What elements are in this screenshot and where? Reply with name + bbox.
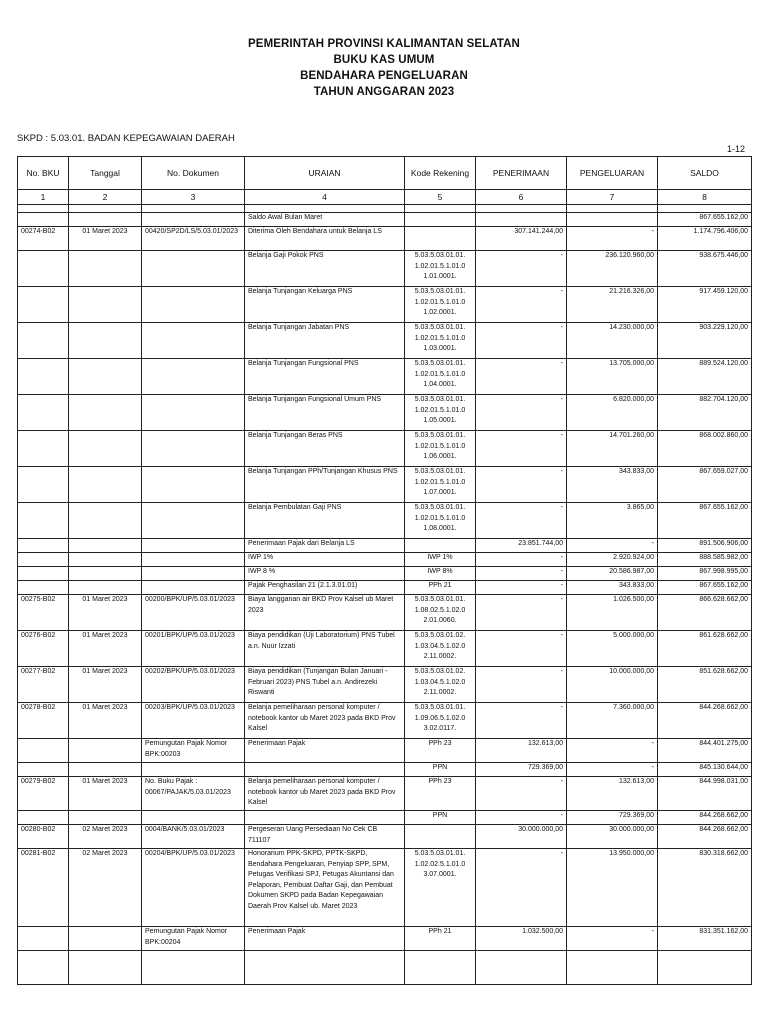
col-header-pengeluaran: PENGELUARAN	[567, 157, 658, 190]
cell-tanggal	[69, 251, 142, 287]
cell-saldo: 903.229.120,00	[658, 323, 752, 359]
col-header-saldo: SALDO	[658, 157, 752, 190]
cell-saldo: 845.130.644,00	[658, 763, 752, 777]
col-number: 8	[658, 190, 752, 205]
cell-no-bku: 00277-B02	[18, 667, 69, 703]
col-header-uraian: URAIAN	[245, 157, 405, 190]
cell-saldo: 861.628.662,00	[658, 631, 752, 667]
cell-pengeluaran: 14.701.260,00	[567, 431, 658, 467]
cell-pengeluaran: 343.833,00	[567, 467, 658, 503]
cell-kode-rekening: 5.03.5.03.01.01. 1.02.01.5.1.01.0 1.07.0001.	[405, 467, 476, 503]
cell-tanggal	[69, 213, 142, 227]
cell-penerimaan: -	[476, 359, 567, 395]
cell-no-bku	[18, 213, 69, 227]
cell-penerimaan: -	[476, 667, 567, 703]
cell-saldo: 866.628.662,00	[658, 595, 752, 631]
cell-penerimaan: -	[476, 503, 567, 539]
cell-penerimaan: -	[476, 287, 567, 323]
cell-tanggal	[69, 553, 142, 567]
table-row	[18, 467, 752, 503]
cell-uraian: Belanja Pembulatan Gaji PNS	[245, 503, 405, 539]
cell-no-bku	[18, 467, 69, 503]
cell-saldo: 882.704.120,00	[658, 395, 752, 431]
cell-uraian: Belanja Tunjangan Keluarga PNS	[245, 287, 405, 323]
cell-pengeluaran: -	[567, 927, 658, 951]
cell-tanggal	[69, 287, 142, 323]
skpd-label: SKPD : 5.03.01. BADAN KEPEGAWAIAN DAERAH	[17, 133, 235, 144]
cell-penerimaan: 132.613,00	[476, 739, 567, 763]
cell-no-bku	[18, 951, 69, 985]
col-number: 2	[69, 190, 142, 205]
header-treasurer: BENDAHARA PENGELUARAN	[300, 70, 468, 82]
cell-penerimaan: 1.032.500,00	[476, 927, 567, 951]
cell-no-dokumen	[142, 503, 245, 539]
cell-kode-rekening: IWP 1%	[405, 553, 476, 567]
cell-tanggal: 01 Maret 2023	[69, 667, 142, 703]
cell-tanggal	[69, 811, 142, 825]
cell-saldo: 851.628.662,00	[658, 667, 752, 703]
cell-uraian: Honorarium PPK-SKPD, PPTK-SKPD, Bendahara Pengeluaran, Penyiap SPP, SPM, Petugas Verifikasi SPJ, Petugas Akuntansi dan Pelaporan, Pembuat Daftar Gaji, dan Pembuat Dokumen SKPD pada Badan Kepegawaian Daerah Prov Kalsel ub. Maret 2023	[245, 849, 405, 927]
ledger-body	[18, 205, 752, 985]
table-row	[18, 581, 752, 595]
cell-saldo	[658, 951, 752, 985]
cell-pengeluaran: 20.586.987,00	[567, 567, 658, 581]
cell-kode-rekening: PPh 21	[405, 581, 476, 595]
cell-penerimaan: -	[476, 467, 567, 503]
cell-saldo: 867.655.162,00	[658, 213, 752, 227]
cell-uraian: Diterima Oleh Bendahara untuk Belanja LS	[245, 227, 405, 251]
cell-no-bku	[18, 553, 69, 567]
cell-kode-rekening: PPN	[405, 811, 476, 825]
cell-penerimaan: -	[476, 777, 567, 811]
cell-kode-rekening: 5.03.5.03.01.01. 1.02.01.5.1.01.0 1.04.0001.	[405, 359, 476, 395]
cell-pengeluaran: 5.000.000,00	[567, 631, 658, 667]
table-row	[18, 553, 752, 567]
col-header-penerimaan: PENERIMAAN	[476, 157, 567, 190]
col-number: 5	[405, 190, 476, 205]
cell-kode-rekening: PPN	[405, 763, 476, 777]
cell-penerimaan: -	[476, 595, 567, 631]
cell-kode-rekening: 5.03.5.03.01.02. 1.03.04.5.1.02.0 2.11.0002.	[405, 631, 476, 667]
cell-pengeluaran	[567, 213, 658, 227]
cell-penerimaan: 307.141.244,00	[476, 227, 567, 251]
cell-no-bku: 00280-B02	[18, 825, 69, 849]
cell-kode-rekening	[405, 951, 476, 985]
table-row	[18, 213, 752, 227]
cell-no-dokumen	[142, 763, 245, 777]
cell-tanggal: 01 Maret 2023	[69, 777, 142, 811]
cell-no-bku: 00275-B02	[18, 595, 69, 631]
cell-penerimaan: -	[476, 553, 567, 567]
cell-saldo: 917.459.120,00	[658, 287, 752, 323]
cell-tanggal	[69, 567, 142, 581]
cell-kode-rekening: 5.03.5.03.01.01. 1.02.01.5.1.01.0 1.06.0001.	[405, 431, 476, 467]
cell-kode-rekening: 5.03.5.03.01.01. 1.02.01.5.1.01.0 1.08.0001.	[405, 503, 476, 539]
cell-pengeluaran: -	[567, 763, 658, 777]
cell-no-bku: 00274-B02	[18, 227, 69, 251]
cell-no-bku: 00279-B02	[18, 777, 69, 811]
table-row	[18, 287, 752, 323]
cell-tanggal: 01 Maret 2023	[69, 595, 142, 631]
cell-saldo: 889.524.120,00	[658, 359, 752, 395]
col-number: 6	[476, 190, 567, 205]
cell-uraian: Belanja Tunjangan Jabatan PNS	[245, 323, 405, 359]
cell-saldo: 844.401.275,00	[658, 739, 752, 763]
cell-uraian	[245, 811, 405, 825]
table-row	[18, 227, 752, 251]
cell-pengeluaran: -	[567, 539, 658, 553]
cell-tanggal	[69, 395, 142, 431]
cell-kode-rekening: 5.03.5.03.01.01. 1.02.02.5.1.01.0 3.07.0001.	[405, 849, 476, 927]
table-row	[18, 739, 752, 763]
cell-saldo: 1.174.796.406,00	[658, 227, 752, 251]
cell-kode-rekening: 5.03.5.03.01.01. 1.02.01.5.1.01.0 1.03.0001.	[405, 323, 476, 359]
cell-no-bku	[18, 539, 69, 553]
cell-no-dokumen: No. Buku Pajak : 00067/PAJAK/5.03.01/2023	[142, 777, 245, 811]
cell-no-dokumen	[142, 811, 245, 825]
cell-penerimaan: -	[476, 811, 567, 825]
cell-penerimaan: -	[476, 581, 567, 595]
cell-pengeluaran: 729.369,00	[567, 811, 658, 825]
report-header	[0, 36, 768, 100]
cell-tanggal: 02 Maret 2023	[69, 849, 142, 927]
cell-uraian	[245, 951, 405, 985]
cell-no-bku	[18, 581, 69, 595]
cell-tanggal	[69, 359, 142, 395]
table-row	[18, 251, 752, 287]
cell-pengeluaran: -	[567, 227, 658, 251]
table-row	[18, 951, 752, 985]
cell-pengeluaran: 13.950.000,00	[567, 849, 658, 927]
cell-no-dokumen	[142, 431, 245, 467]
cell-no-bku: 00278-B02	[18, 703, 69, 739]
cell-tanggal	[69, 431, 142, 467]
cell-uraian: Penerimaan Pajak dari Belanja LS	[245, 539, 405, 553]
cell-no-bku	[18, 763, 69, 777]
cell-tanggal	[69, 739, 142, 763]
cell-tanggal: 01 Maret 2023	[69, 703, 142, 739]
cell-no-bku	[18, 927, 69, 951]
table-row	[18, 825, 752, 849]
cell-tanggal: 02 Maret 2023	[69, 825, 142, 849]
cell-penerimaan: -	[476, 703, 567, 739]
table-row	[18, 849, 752, 927]
page-number: 1-12	[727, 144, 746, 154]
table-row	[18, 539, 752, 553]
cell-saldo: 867.659.027,00	[658, 467, 752, 503]
table-row	[18, 703, 752, 739]
cell-kode-rekening: 5.03.5.03.01.01. 1.02.01.5.1.01.0 1.02.0001.	[405, 287, 476, 323]
cell-pengeluaran: 132.613,00	[567, 777, 658, 811]
cell-kode-rekening: IWP 8%	[405, 567, 476, 581]
cell-kode-rekening: PPh 23	[405, 739, 476, 763]
cell-uraian: Saldo Awal Bulan Maret	[245, 213, 405, 227]
cell-penerimaan: 729.369,00	[476, 763, 567, 777]
cell-kode-rekening: 5.03.5.03.01.01. 1.08.02.5.1.02.0 2.01.0060.	[405, 595, 476, 631]
cell-no-dokumen	[142, 467, 245, 503]
spacer-row	[18, 205, 752, 213]
cell-uraian: Pergeseran Uang Persediaan No Cek CB 711107	[245, 825, 405, 849]
cell-penerimaan: 23.851.744,00	[476, 539, 567, 553]
cell-penerimaan	[476, 213, 567, 227]
table-row	[18, 359, 752, 395]
cell-pengeluaran: 14.230.000,00	[567, 323, 658, 359]
col-header-kode-rekening: Kode Rekening	[405, 157, 476, 190]
cell-penerimaan: -	[476, 323, 567, 359]
cell-pengeluaran: 3.865,00	[567, 503, 658, 539]
cell-saldo: 844.268.662,00	[658, 825, 752, 849]
cell-uraian: Belanja Tunjangan PPh/Tunjangan Khusus PNS	[245, 467, 405, 503]
cell-tanggal	[69, 467, 142, 503]
column-header-row	[18, 157, 752, 190]
cell-uraian	[245, 763, 405, 777]
cell-tanggal	[69, 927, 142, 951]
cell-pengeluaran: 2.920.924,00	[567, 553, 658, 567]
cell-uraian: Belanja Tunjangan Fungsional PNS	[245, 359, 405, 395]
table-row	[18, 631, 752, 667]
cell-no-dokumen	[142, 581, 245, 595]
cell-uraian: Belanja Gaji Pokok PNS	[245, 251, 405, 287]
cell-saldo: 867.655.162,00	[658, 503, 752, 539]
cell-no-dokumen	[142, 951, 245, 985]
cell-no-dokumen	[142, 213, 245, 227]
cell-saldo: 830.318.662,00	[658, 849, 752, 927]
cell-pengeluaran: 6.820.000,00	[567, 395, 658, 431]
table-row	[18, 503, 752, 539]
cell-saldo: 844.998.031,00	[658, 777, 752, 811]
cell-uraian: IWP 8 %	[245, 567, 405, 581]
cell-no-dokumen: 00202/BPK/UP/5.03.01/2023	[142, 667, 245, 703]
cell-uraian: Biaya pendidikan (Tunjangan Bulan Januari - Februari 2023) PNS Tubel a.n. Andirezeki Riswanti	[245, 667, 405, 703]
cell-kode-rekening: 5.03.5.03.01.01. 1.02.01.5.1.01.0 1.05.0001.	[405, 395, 476, 431]
cell-no-dokumen: Pemungutan Pajak Nomor BPK:00204	[142, 927, 245, 951]
cell-pengeluaran: 21.216.326,00	[567, 287, 658, 323]
cell-saldo: 868.002.860,00	[658, 431, 752, 467]
table-row	[18, 927, 752, 951]
col-number: 1	[18, 190, 69, 205]
cell-no-bku	[18, 811, 69, 825]
cell-no-bku	[18, 739, 69, 763]
cell-no-bku	[18, 395, 69, 431]
cell-pengeluaran: 1.026.500,00	[567, 595, 658, 631]
cell-uraian: Pajak Penghasilan 21 (2.1.3.01.01)	[245, 581, 405, 595]
cell-tanggal	[69, 323, 142, 359]
table-row	[18, 431, 752, 467]
cell-no-dokumen: 00201/BPK/UP/5.03.01/2023	[142, 631, 245, 667]
table-row	[18, 567, 752, 581]
cell-kode-rekening: 5.03.5.03.01.01. 1.09.06.5.1.02.0 3.02.0117.	[405, 703, 476, 739]
cell-no-dokumen	[142, 395, 245, 431]
cash-ledger-table	[17, 156, 752, 985]
cell-no-bku	[18, 359, 69, 395]
cell-tanggal	[69, 951, 142, 985]
cell-no-bku	[18, 503, 69, 539]
cell-uraian: Belanja pemeliharaan personal komputer / notebook kantor ub Maret 2023 pada BKD Prov Kalsel	[245, 777, 405, 811]
cell-kode-rekening	[405, 227, 476, 251]
table-row	[18, 777, 752, 811]
cell-pengeluaran	[567, 951, 658, 985]
cell-saldo: 938.675.446,00	[658, 251, 752, 287]
table-row	[18, 323, 752, 359]
table-row	[18, 763, 752, 777]
col-number: 4	[245, 190, 405, 205]
cell-no-dokumen	[142, 323, 245, 359]
cell-pengeluaran: 343.833,00	[567, 581, 658, 595]
cell-no-dokumen: Pemungutan Pajak Nomor BPK:00203	[142, 739, 245, 763]
cell-saldo: 867.655.162,00	[658, 581, 752, 595]
cell-tanggal	[69, 539, 142, 553]
cell-no-dokumen	[142, 567, 245, 581]
cell-pengeluaran: 13.705.000,00	[567, 359, 658, 395]
cell-tanggal: 01 Maret 2023	[69, 631, 142, 667]
table-row	[18, 395, 752, 431]
cell-kode-rekening: PPh 21	[405, 927, 476, 951]
cell-no-dokumen	[142, 539, 245, 553]
cell-penerimaan: -	[476, 431, 567, 467]
cell-no-dokumen: 00420/SP2D/LS/5.03.01/2023	[142, 227, 245, 251]
cell-penerimaan: -	[476, 395, 567, 431]
cell-no-bku	[18, 431, 69, 467]
cell-no-dokumen: 0004/BANK/5.03.01/2023	[142, 825, 245, 849]
cell-penerimaan: 30.000.000,00	[476, 825, 567, 849]
cell-pengeluaran: 236.120.960,00	[567, 251, 658, 287]
cell-saldo: 867.998.995,00	[658, 567, 752, 581]
cell-saldo: 844.268.662,00	[658, 703, 752, 739]
cell-penerimaan: -	[476, 567, 567, 581]
cell-pengeluaran: 7.360.000,00	[567, 703, 658, 739]
table-row	[18, 667, 752, 703]
cell-tanggal	[69, 763, 142, 777]
cell-no-bku	[18, 567, 69, 581]
cell-kode-rekening: 5.03.5.03.01.01. 1.02.01.5.1.01.0 1.01.0001.	[405, 251, 476, 287]
cell-uraian: IWP 1%	[245, 553, 405, 567]
cell-kode-rekening: 5.03.5.03.01.02. 1.03.04.5.1.02.0 2.11.0002.	[405, 667, 476, 703]
cell-saldo: 891.506.906,00	[658, 539, 752, 553]
cell-no-dokumen: 00203/BPK/UP/5.03.01/2023	[142, 703, 245, 739]
cell-uraian: Belanja Tunjangan Beras PNS	[245, 431, 405, 467]
cell-saldo: 831.351.162,00	[658, 927, 752, 951]
cell-pengeluaran: 10.000.000,00	[567, 667, 658, 703]
cell-no-dokumen	[142, 251, 245, 287]
cell-kode-rekening: PPh 23	[405, 777, 476, 811]
col-header-tanggal: Tanggal	[69, 157, 142, 190]
col-header-no-bku: No. BKU	[18, 157, 69, 190]
cell-no-bku: 00281-B02	[18, 849, 69, 927]
cell-tanggal: 01 Maret 2023	[69, 227, 142, 251]
cell-pengeluaran: 30.000.000,00	[567, 825, 658, 849]
col-header-no-dokumen: No. Dokumen	[142, 157, 245, 190]
table-row	[18, 595, 752, 631]
cell-uraian: Penerimaan Pajak	[245, 927, 405, 951]
cell-kode-rekening	[405, 539, 476, 553]
cell-uraian: Belanja pemeliharaan personal komputer / notebook kantor ub Maret 2023 pada BKD Prov Kalsel	[245, 703, 405, 739]
cell-no-dokumen: 00200/BPK/UP/5.03.01/2023	[142, 595, 245, 631]
cell-no-bku	[18, 323, 69, 359]
cell-no-dokumen	[142, 359, 245, 395]
cell-tanggal	[69, 503, 142, 539]
cell-penerimaan: -	[476, 251, 567, 287]
cell-penerimaan	[476, 951, 567, 985]
cell-uraian: Belanja Tunjangan Fungsional Umum PNS	[245, 395, 405, 431]
cell-uraian: Biaya langganan air BKD Prov Kalsel ub Maret 2023	[245, 595, 405, 631]
cell-kode-rekening	[405, 825, 476, 849]
col-number: 3	[142, 190, 245, 205]
cell-saldo: 888.585.982,00	[658, 553, 752, 567]
cell-penerimaan: -	[476, 849, 567, 927]
header-government: PEMERINTAH PROVINSI KALIMANTAN SELATAN	[248, 38, 520, 50]
col-number: 7	[567, 190, 658, 205]
cell-no-dokumen: 00204/BPK/UP/5.03.01/2023	[142, 849, 245, 927]
cell-no-bku	[18, 251, 69, 287]
cell-no-bku	[18, 287, 69, 323]
header-book-title: BUKU KAS UMUM	[333, 54, 435, 66]
column-number-row	[18, 190, 752, 205]
cell-kode-rekening	[405, 213, 476, 227]
cell-no-dokumen	[142, 553, 245, 567]
cell-saldo: 844.268.662,00	[658, 811, 752, 825]
cell-no-dokumen	[142, 287, 245, 323]
cell-tanggal	[69, 581, 142, 595]
header-fiscal-year: TAHUN ANGGARAN 2023	[313, 86, 455, 98]
cell-no-bku: 00276-B02	[18, 631, 69, 667]
cell-uraian: Biaya pendidikan (Uji Laboratorium) PNS Tubel a.n. Nuur Izzati	[245, 631, 405, 667]
cell-penerimaan: -	[476, 631, 567, 667]
cell-pengeluaran: -	[567, 739, 658, 763]
cell-uraian: Penerimaan Pajak	[245, 739, 405, 763]
table-row	[18, 811, 752, 825]
